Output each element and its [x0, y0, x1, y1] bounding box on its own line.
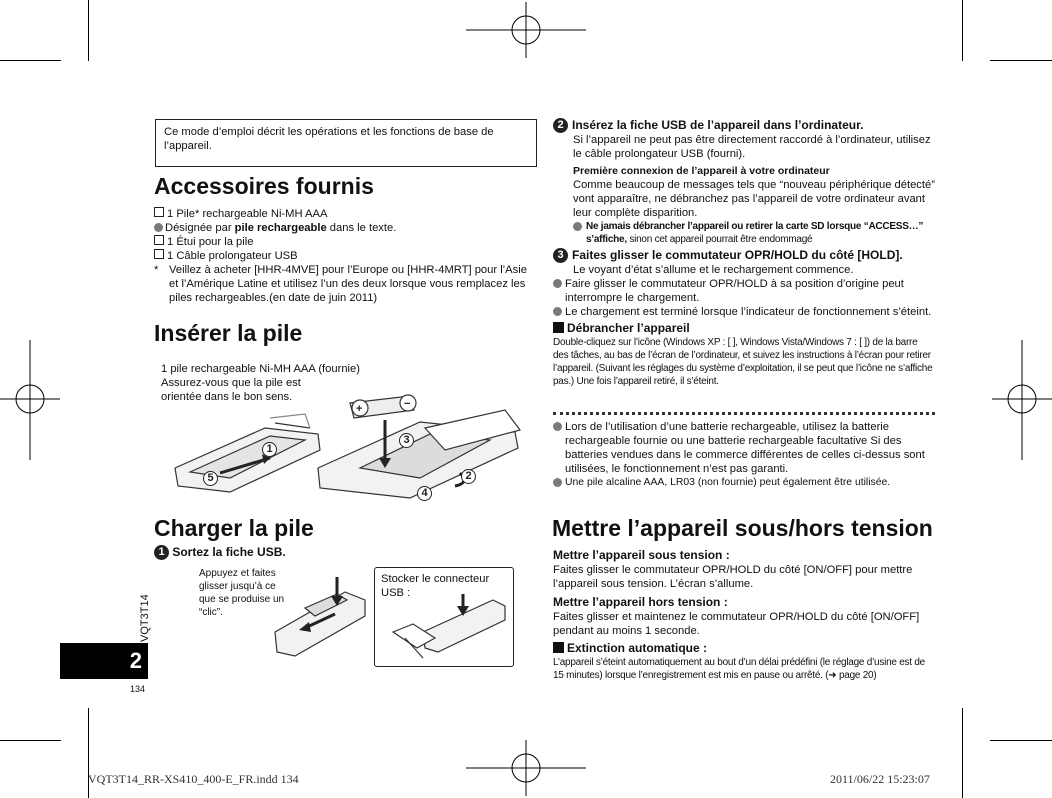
usb-store-illustration — [383, 592, 507, 662]
step-marker: 5 — [203, 470, 218, 488]
bullet-icon — [553, 422, 562, 431]
push-instruction: Appuyez et faites glisser jusqu’à ce que se produise un “clic”. — [199, 568, 285, 618]
power-off-title: Mettre l’appareil hors tension : — [553, 595, 728, 609]
footnote: * Veillez à acheter [HHR-4MVE] pour l’Europe ou [HHR-4MRT] pour l’Asie et l’Amérique Latine et utilisez l’un des deux lorsque vous remplacez les piles rechargeables.(en date de juin 2011) — [154, 264, 527, 304]
step3-block — [553, 248, 937, 388]
checkbox-icon — [154, 249, 164, 259]
doc-code: VQT3T14 — [139, 594, 151, 642]
note-item: Une pile alcaline AAA, LR03 (non fournie) peut également être utilisée. — [553, 476, 937, 490]
intro-box — [155, 119, 537, 167]
first-connection-title: Première connexion de l’appareil à votre ordinateur — [573, 165, 830, 177]
usb-store-box — [374, 567, 514, 667]
accessories-list — [154, 207, 534, 305]
step-number-badge: 1 — [154, 545, 169, 560]
bullet-icon — [553, 307, 562, 316]
usb-store-text: Stocker le connecteur USB : — [381, 573, 490, 599]
charge-step1: 1 Sortez la fiche USB. — [154, 545, 286, 560]
dotted-divider — [553, 412, 935, 415]
designee-note: Désignée par pile rechargeable dans le texte. — [154, 221, 534, 235]
unplug-title: Débrancher l’appareil — [553, 321, 937, 336]
warning-note: Ne jamais débrancher l’appareil ou retirer la carte SD lorsque “ACCESS…” s’affiche, sinon cet appareil pourrait être endommagé — [553, 220, 937, 246]
step-number-badge: 2 — [553, 118, 568, 133]
footer-file: VQT3T14_RR-XS410_400-E_FR.indd 134 — [88, 772, 299, 786]
intro-text: Ce mode d’emploi décrit les opérations et les fonctions de base de l’appareil. — [164, 126, 494, 152]
square-bullet-icon — [553, 322, 564, 333]
step-marker: 3 — [399, 432, 414, 450]
step-marker: 1 — [262, 441, 277, 459]
chapter-tab: 2 — [60, 643, 148, 679]
bullet-icon — [553, 279, 562, 288]
note-item: Lors de l’utilisation d’une batterie rechargeable, utilisez la batterie rechargeable fournie ou une batterie rechargeable facultative Si des batteries vendues dans le commerce différentes de celles ci-dessus sont utilisées, le fonctionnement n’est pas garanti. — [553, 420, 937, 476]
battery-insert-illustration — [170, 388, 530, 500]
checkbox-icon — [154, 235, 164, 245]
power-on-text: Faites glisser le commutateur OPR/HOLD du côté [ON/OFF] pour mettre l’appareil sous tension. L’écran s’allume. — [553, 564, 913, 590]
bullet-icon — [553, 478, 562, 487]
bullet-icon — [154, 223, 163, 232]
accessory-item: 1 Étui pour la pile — [154, 235, 534, 249]
unplug-text: Double-cliquez sur l’icône (Windows XP : [ ], Windows Vista/Windows 7 : [ ]) de la barre des tâches, au bas de l’écran de l’ordinateur, et suivez les instructions à l’écran pour retirer l’appareil. (Suivant les réglages du système d’exploitation, il se peut que l’icône ne s’affiche pas.) Une fois l’appareil retiré, il s’éteint. — [553, 337, 933, 387]
page-number: 134 — [130, 684, 146, 694]
auto-off-title: Extinction automatique : — [553, 641, 937, 656]
auto-off-text: L’appareil s’éteint automatiquement au bout d’un délai prédéfini (le réglage d’usine est de 15 minutes) lorsque l’enregistrement est mis en pause ou arrêté. (➜ page 20) — [553, 657, 925, 681]
accessory-item: 1 Pile* rechargeable Ni-MH AAA — [154, 207, 534, 221]
charge-title: Charger la pile — [154, 515, 314, 541]
step-marker: 4 — [417, 485, 432, 503]
step-marker: 2 — [461, 468, 476, 486]
footer-date: 2011/06/22 15:23:07 — [830, 772, 930, 786]
usb-slide-illustration — [265, 572, 369, 664]
insert-caption: 1 pile rechargeable Ni-MH AAA (fournie) Assurez-vous que la pile est orientée dans le bon sens. — [161, 363, 360, 403]
step2-title: Insérez la fiche USB de l’appareil dans l’ordinateur. — [572, 118, 864, 132]
step-number-badge: 3 — [553, 248, 568, 263]
step3-text: Le voyant d’état s’allume et le rechargement commence. — [573, 264, 854, 276]
power-block — [553, 548, 937, 682]
step2-block — [553, 118, 937, 246]
insert-title: Insérer la pile — [154, 320, 303, 346]
checkbox-icon — [154, 207, 164, 217]
power-off-text: Faites glisser et maintenez le commutateur OPR/HOLD du côté [ON/OFF] pendant au moins 1 seconde. — [553, 611, 920, 637]
step2-text: Si l’appareil ne peut pas être directement raccordé à l’ordinateur, utilisez le câble prolongateur USB (fourni). — [573, 134, 931, 160]
accessory-item: 1 Câble prolongateur USB — [154, 249, 534, 263]
power-title: Mettre l’appareil sous/hors tension — [552, 515, 933, 541]
first-connection-text: Comme beaucoup de messages tels que “nouveau périphérique détecté” vont apparaître, ne débranchez pas l’appareil de votre ordinateur avant leur complète disparition. — [573, 179, 935, 219]
step3-bullet: Le chargement est terminé lorsque l’indicateur de fonctionnement s’éteint. — [553, 305, 937, 319]
power-on-title: Mettre l’appareil sous tension : — [553, 548, 730, 562]
svg-text:−: − — [404, 398, 411, 410]
battery-notes — [553, 420, 937, 490]
bullet-icon — [573, 222, 582, 231]
square-bullet-icon — [553, 642, 564, 653]
step3-bullet: Faire glisser le commutateur OPR/HOLD à sa position d’origine peut interrompre le chargement. — [553, 277, 937, 305]
accessories-title: Accessoires fournis — [154, 173, 374, 199]
step3-title: Faites glisser le commutateur OPR/HOLD du côté [HOLD]. — [572, 248, 903, 262]
svg-text:+: + — [356, 403, 363, 415]
